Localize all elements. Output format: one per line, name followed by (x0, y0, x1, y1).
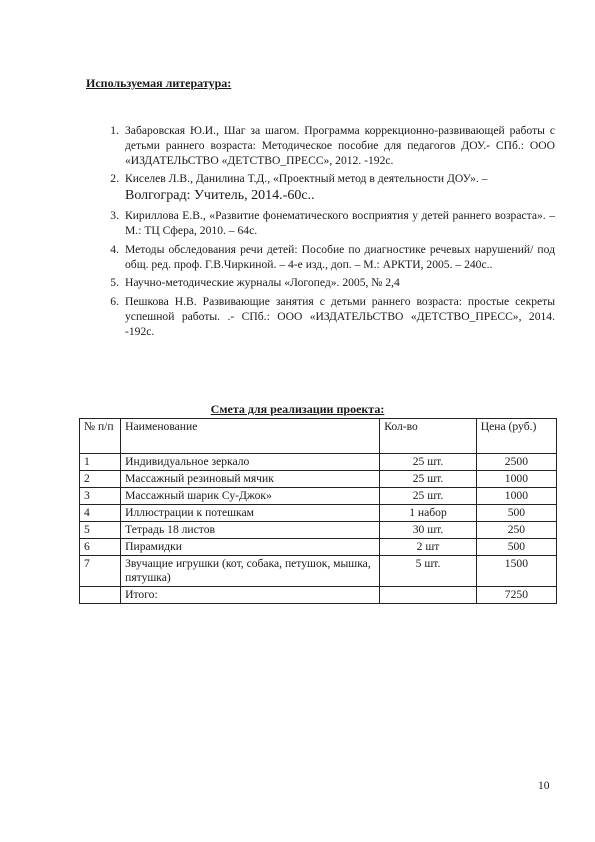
reference-number: 1. (110, 124, 119, 137)
table-row (80, 556, 557, 587)
cell-name: Массажный резиновый мячик (121, 471, 380, 488)
cell-price: 2500 (476, 454, 556, 471)
reference-number: 3. (110, 209, 119, 223)
references-list (97, 124, 555, 344)
cell-num: 3 (80, 488, 121, 505)
header-price: Цена (руб.) (476, 419, 556, 454)
cell-total-label: Итого: (121, 587, 380, 604)
table-row (80, 488, 557, 505)
reference-number: 4. (110, 242, 119, 256)
header-num: № п/п (80, 419, 121, 454)
table-row (80, 539, 557, 556)
references-heading: Используемая литература: (86, 76, 232, 90)
table-total-row (80, 587, 557, 604)
reference-item (97, 209, 555, 239)
cell-price: 1000 (476, 488, 556, 505)
cell-price: 500 (476, 505, 556, 522)
table-header-row (80, 419, 557, 454)
cell-price: 250 (476, 522, 556, 539)
reference-text: Кириллова Е.В., «Развитие фонематического восприятия у детей раннего возраста». – М.: ТЦ Сфера, 2010. – 64с. (125, 209, 555, 237)
reference-item (97, 276, 555, 291)
reference-text-large-part: Волгоград: Учитель, 2014.-60с.. (125, 188, 315, 204)
cell-num: 1 (80, 454, 121, 471)
cell-price: 1500 (476, 556, 556, 587)
reference-item (97, 295, 555, 339)
reference-item (97, 243, 555, 273)
cell-qty (380, 587, 477, 604)
cell-qty: 1 набор (380, 505, 477, 522)
cell-qty: 25 шт. (380, 471, 477, 488)
reference-number: 6. (110, 295, 119, 309)
cell-num: 6 (80, 539, 121, 556)
page-number: 10 (538, 779, 550, 792)
table-row (80, 471, 557, 488)
cell-name: Иллюстрации к потешкам (121, 505, 380, 522)
cell-total-price: 7250 (476, 587, 556, 604)
cell-num: 5 (80, 522, 121, 539)
reference-text-part: Киселев Л.В., Данилина Т.Д., «Проектный метод в деятельности ДОУ». – (125, 172, 488, 186)
table-row (80, 454, 557, 471)
reference-text: Научно-методические журналы «Логопед». 2005, № 2,4 (125, 276, 400, 290)
cell-num: 4 (80, 505, 121, 522)
header-qty: Кол-во (380, 419, 477, 454)
reference-number: 5. (110, 276, 119, 290)
reference-text (125, 172, 555, 205)
cell-name: Пирамидки (121, 539, 380, 556)
cell-num (80, 587, 121, 604)
reference-text: Забаровская Ю.И., Шаг за шагом. Программа коррекционно-развивающей работы с детьми раннего возраста: Методическое пособие для педагогов ДОУ.- СПб.: ООО «ИЗДАТЕЛЬСТВО «ДЕТСТВО_ПРЕСС», 2012. -192с. (125, 124, 555, 167)
cell-qty: 2 шт (380, 539, 477, 556)
cell-qty: 30 шт. (380, 522, 477, 539)
reference-number: 2. (110, 172, 119, 186)
reference-text: Пешкова Н.В. Развивающие занятия с детьми раннего возраста: простые секреты успешной работы. .- СПб.: ООО «ИЗДАТЕЛЬСТВО «ДЕТСТВО_ПРЕСС», 2014. -192с. (125, 295, 555, 338)
cell-name: Массажный шарик Су-Джок» (121, 488, 380, 505)
cell-qty: 25 шт. (380, 454, 477, 471)
table-row (80, 522, 557, 539)
reference-text: Методы обследования речи детей: Пособие по диагностике речевых нарушений/ под общ. ред. проф. Г.В.Чиркиной. – 4-е изд., доп. – М.: АРКТИ, 2005. – 240с.. (125, 242, 555, 271)
cell-num: 7 (80, 556, 121, 587)
cell-name: Индивидуальное зеркало (121, 454, 380, 471)
cell-price: 1000 (476, 471, 556, 488)
table-row (80, 505, 557, 522)
reference-item (97, 124, 555, 168)
estimate-table-title: Смета для реализации проекта: (210, 402, 385, 416)
estimate-table (79, 418, 557, 604)
header-name: Наименование (121, 419, 380, 454)
cell-price: 500 (476, 539, 556, 556)
cell-qty: 5 шт. (380, 556, 477, 587)
cell-qty: 25 шт. (380, 488, 477, 505)
cell-name: Тетрадь 18 листов (121, 522, 380, 539)
reference-item (97, 172, 555, 205)
cell-num: 2 (80, 471, 121, 488)
cell-name: Звучащие игрушки (кот, собака, петушок, мышка, пятушка) (121, 556, 380, 587)
